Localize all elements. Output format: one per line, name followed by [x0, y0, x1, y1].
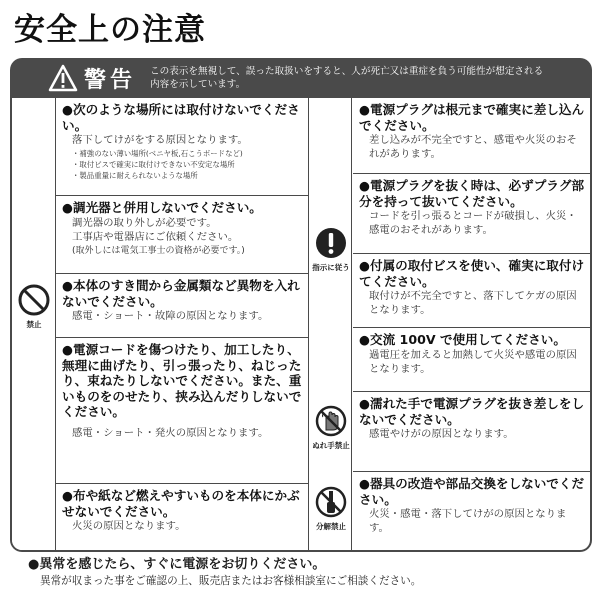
no-disassembly-label: 分解禁止: [316, 522, 346, 531]
no-wet-hands-icon: [314, 404, 348, 438]
right-item-4-title: ●交流 100V で使用してください。: [359, 332, 566, 347]
no-disassembly-symbol: [309, 485, 353, 532]
right-item-3: [353, 254, 590, 328]
right-item-2-title: ●電源プラグを抜く時は、必ずプラグ部分を持って抜いてください。: [359, 178, 585, 209]
instruction-symbol: [309, 226, 353, 273]
left-item-3-title: ●本体のすき間から金属類など異物を入れないでください。: [62, 278, 300, 309]
left-item-1-bullets: [62, 148, 304, 181]
left-item-4-text: 感電・ショート・発火の原因となります。: [72, 426, 269, 439]
left-item-2-text-2: 工事店や電器店にご依頼ください。: [72, 230, 239, 243]
no-wet-hands-symbol: [309, 404, 353, 451]
prohibited-label: 禁止: [26, 320, 42, 329]
left-item-2-title: ●調光器と併用しないでください。: [62, 200, 262, 215]
right-item-3-title: ●付属の取付ビスを使い、確実に取付けてください。: [359, 258, 585, 289]
left-item-3: [56, 274, 308, 338]
page-title: 安全上の注意: [14, 12, 206, 48]
bullet-item: ・ 補強のない薄い場所(ベニヤ板,石こうボードなど): [72, 148, 304, 159]
right-symbol-column: [308, 98, 352, 550]
right-item-6: [353, 472, 590, 552]
left-item-1-text: 落下してけがをする原因となります。: [72, 134, 248, 146]
warning-title: 警告: [84, 67, 137, 93]
right-item-5-title: ●濡れた手で電源プラグを抜き差しをしないでください。: [359, 396, 585, 427]
right-item-5: [353, 392, 590, 472]
left-item-5-text: 火災の原因となります。: [72, 520, 186, 532]
bullet-item: ・ 製品重量に耐えられないような場所: [72, 170, 304, 181]
footer-text: 異常が収まった事をご確認の上、販売店またはお客様相談室にご相談ください。: [40, 575, 422, 587]
right-item-1-title: ●電源プラグは根元まで確実に差し込んでください。: [359, 102, 585, 133]
prohibited-icon: [17, 283, 51, 317]
warning-description: この表示を無視して、誤った取扱いをすると、人が死亡又は重症を負う可能性が想定される内容を示しています。: [150, 66, 544, 90]
left-item-2-note: (取外しには電気工事士の資格が必要です。): [72, 245, 245, 256]
warning-triangle-icon: [48, 64, 78, 92]
no-wet-hands-label: ぬれ手禁止: [312, 441, 350, 450]
left-item-5-title: ●布や紙など燃えやすいものを本体にかぶせないでください。: [62, 488, 300, 519]
warning-panel: [10, 98, 592, 552]
right-item-1-text: 差し込みが不完全ですと、感電や火災のおそれがあります。: [369, 134, 577, 160]
right-item-6-title: ●器具の改造や部品交換をしないでください。: [359, 476, 585, 507]
warning-header: [10, 58, 592, 98]
footer-title: ●異常を感じたら、すぐに電源をお切りください。: [28, 557, 326, 572]
left-item-1: [56, 98, 308, 196]
footer-note: [28, 556, 588, 589]
bullet-item: ・ 取付ビスで確実に取付けできない不安定な場所: [72, 159, 304, 170]
left-item-4: [56, 338, 308, 484]
instruction-label: 指示に従う: [312, 263, 350, 272]
left-item-3-text: 感電・ショート・故障の原因となります。: [72, 310, 269, 322]
right-item-4-text: 過電圧を加えると加熱して火災や感電の原因となります。: [369, 348, 577, 375]
left-item-2-text-1: 調光器の取り外しが必要です。: [72, 216, 217, 229]
right-item-5-text: 感電やけがの原因となります。: [369, 428, 514, 440]
right-item-1: [353, 98, 590, 174]
prohibited-symbol: [12, 283, 56, 330]
right-item-4: [353, 328, 590, 392]
right-item-6-text: 火災・感電・落下してけがの原因となります。: [369, 508, 567, 534]
exclamation-icon: [314, 226, 348, 260]
right-item-2-text: コードを引っ張るとコードが破損し、火災・感電のおそれがあります。: [369, 210, 577, 236]
right-item-3-text: 取付けが不完全ですと、落下してケガの原因となります。: [369, 290, 577, 316]
left-item-2: [56, 196, 308, 274]
no-disassembly-icon: [314, 485, 348, 519]
left-item-4-title: ●電源コードを傷つけたり、加工したり、無理に曲げたり、引っ張ったり、ねじったり、束ねたりしないでください。また、重いものをのせたり、挟み込んだりしないでください。: [62, 342, 302, 419]
right-item-2: [353, 174, 590, 254]
left-item-5: [56, 484, 308, 552]
left-symbol-column: [12, 98, 56, 550]
left-item-1-title: ●次のような場所には取付けないでください。: [62, 102, 300, 133]
